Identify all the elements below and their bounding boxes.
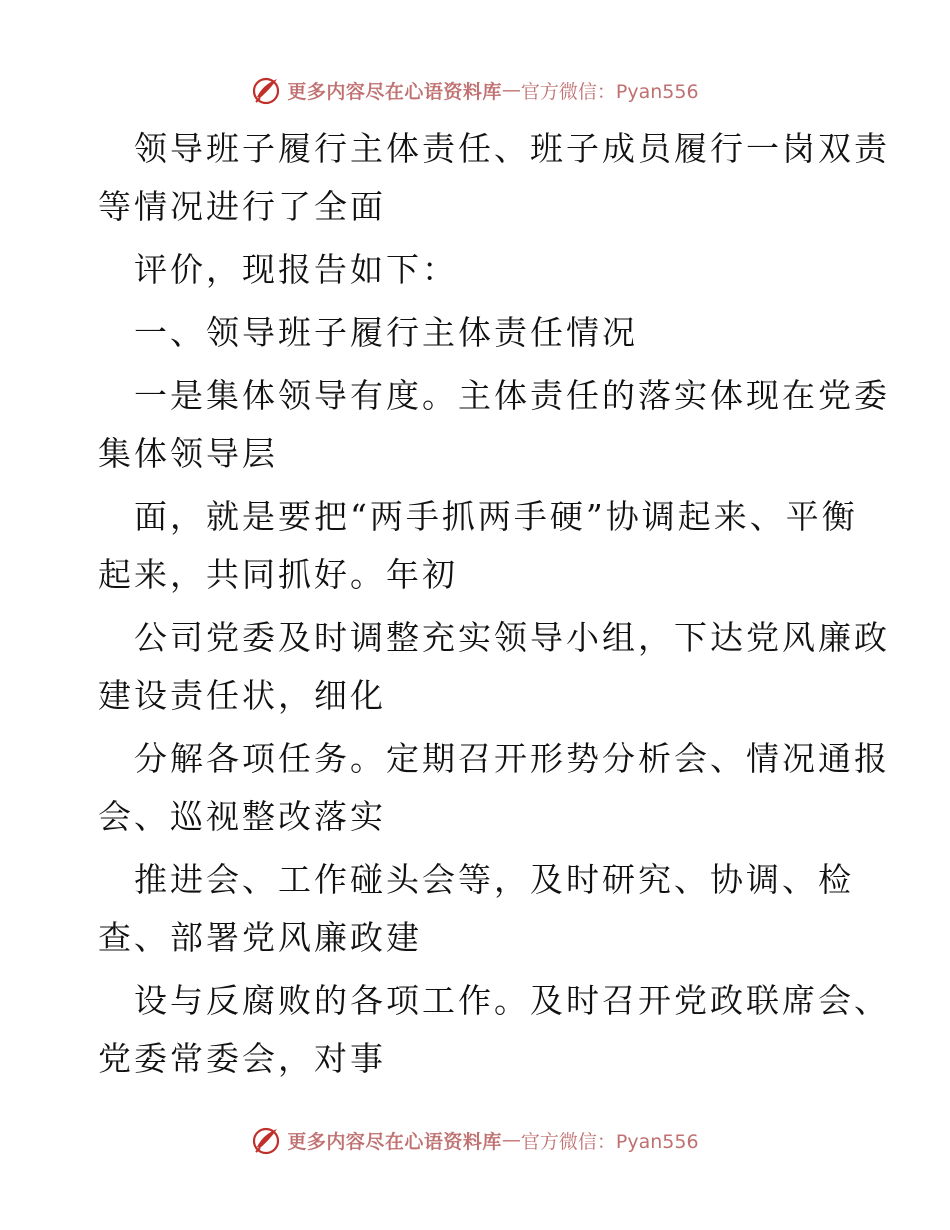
paragraph — [98, 609, 890, 725]
banner-site-name: 更多内容尽在心语资料库 — [287, 1130, 502, 1153]
paragraph-line: 起来，共同抓好。年初 — [98, 555, 458, 594]
banner-site-name: 更多内容尽在心语资料库 — [287, 80, 502, 103]
banner-wechat-account: 官方微信：Pyan556 — [520, 1130, 699, 1153]
quill-pen-logo-icon — [251, 75, 281, 105]
banner-separator: — — [501, 1129, 521, 1151]
paragraph-line: 会、巡视整改落实 — [98, 797, 386, 836]
paragraph-line: 集体领导层 — [98, 434, 278, 473]
header-banner — [0, 70, 950, 110]
paragraph-line: 一、领导班子履行主体责任情况 — [134, 313, 638, 352]
paragraph — [98, 367, 890, 483]
paragraph — [98, 851, 853, 967]
paragraph-line: 设与反腐败的各项工作。及时召开党政联席会、 — [134, 981, 890, 1020]
paragraph — [98, 972, 890, 1088]
paragraph-line: 公司党委及时调整充实领导小组，下达党风廉政 — [134, 618, 890, 657]
paragraph — [98, 730, 890, 846]
banner-separator: — — [501, 79, 521, 101]
paragraph-line: 面，就是要把“两手抓两手硬”协调起来、平衡 — [134, 497, 858, 536]
quill-pen-logo-icon — [251, 1125, 281, 1155]
paragraph-line: 领导班子履行主体责任、班子成员履行一岗双责 — [134, 129, 890, 168]
footer-banner — [0, 1120, 950, 1160]
section-heading — [98, 304, 853, 362]
document-body — [98, 120, 890, 1093]
paragraph — [98, 488, 858, 604]
paragraph-line: 推进会、工作碰头会等，及时研究、协调、检 — [134, 860, 854, 899]
paragraph — [98, 120, 890, 236]
paragraph-line: 建设责任状，细化 — [98, 676, 386, 715]
paragraph-line: 等情况进行了全面 — [98, 187, 386, 226]
banner-wechat-account: 官方微信：Pyan556 — [520, 80, 699, 103]
paragraph-line: 一是集体领导有度。主体责任的落实体现在党委 — [134, 376, 890, 415]
paragraph-line: 分解各项任务。定期召开形势分析会、情况通报 — [134, 739, 890, 778]
paragraph — [98, 241, 853, 299]
paragraph-line: 查、部署党风廉政建 — [98, 918, 422, 957]
paragraph-line: 评价，现报告如下： — [134, 250, 458, 289]
paragraph-line: 党委常委会，对事 — [98, 1039, 386, 1078]
